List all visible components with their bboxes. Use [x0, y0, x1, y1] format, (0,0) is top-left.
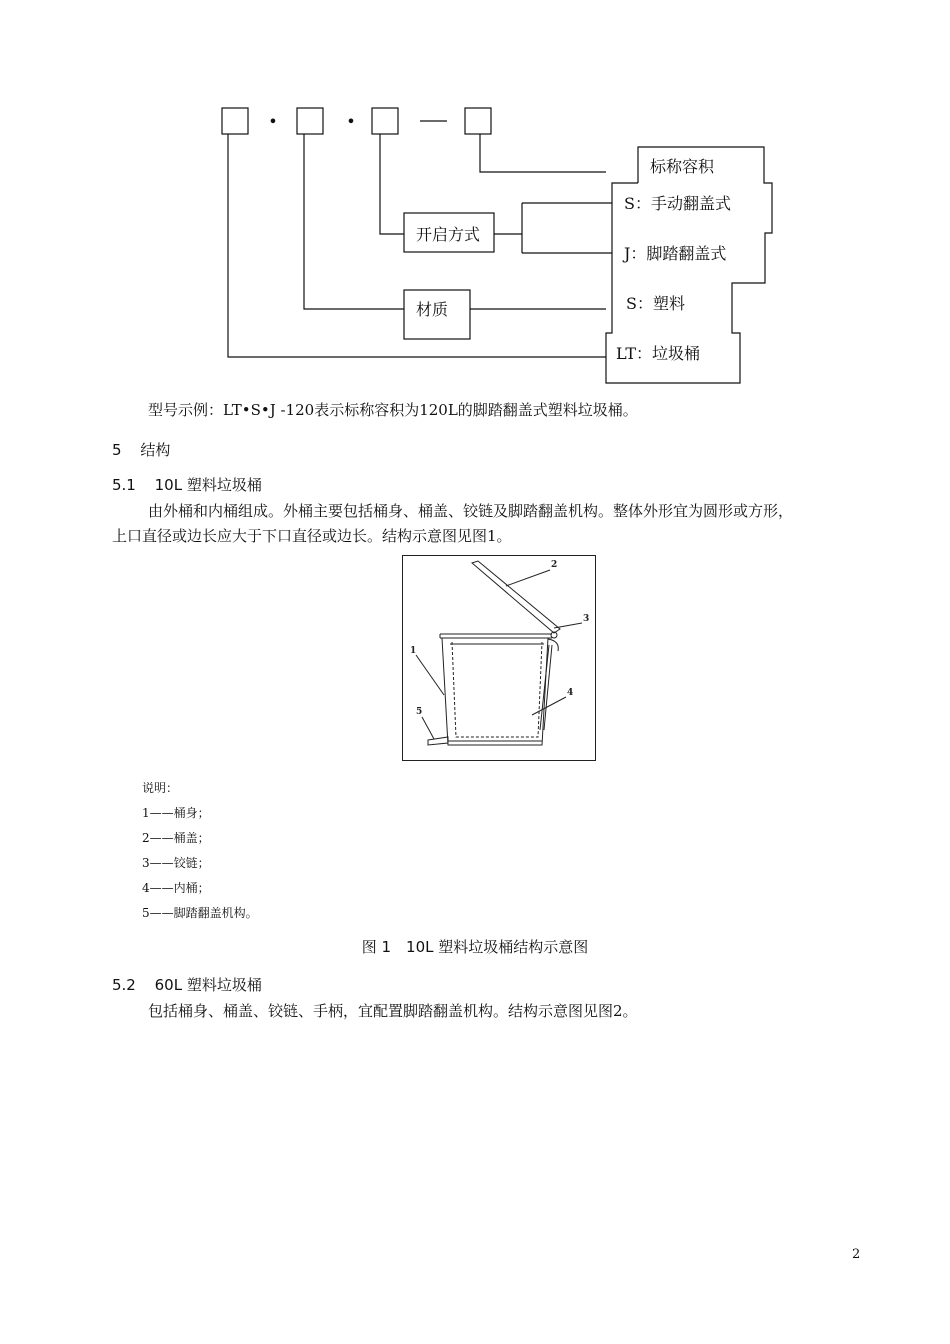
section-5-title: 结构	[140, 441, 171, 459]
page-number: 2	[852, 1247, 861, 1262]
figure-1-caption: 图 1 10L 塑料垃圾桶结构示意图	[361, 938, 589, 956]
model-designation-diagram	[0, 0, 950, 400]
callout-4: 4	[567, 688, 574, 698]
section-5-2-heading	[112, 974, 262, 995]
bin-lid	[472, 561, 560, 633]
section-5-1-para-line1: 由外桶和内桶组成。外桶主要包括桶身、桶盖、铰链及脚踏翻盖机构。整体外形宜为圆形或方形，	[148, 502, 794, 520]
separator-dot-1: •	[268, 112, 278, 131]
leader-opening	[380, 134, 404, 234]
legend-item: 3——铰链；	[142, 856, 210, 870]
label-material: 材质	[416, 300, 449, 319]
code-box-2	[297, 108, 323, 134]
section-5-1-heading	[112, 474, 262, 495]
separator-dot-2: •	[346, 112, 356, 131]
figure-1-bin-diagram	[402, 555, 596, 761]
label-plastic: S：塑料	[626, 294, 685, 313]
legend-title: 说明：	[142, 781, 179, 795]
inner-bin	[452, 642, 542, 737]
callout-2: 2	[551, 560, 558, 570]
callout-5: 5	[416, 707, 423, 717]
pedal	[428, 737, 448, 745]
section-5-number: 5	[112, 441, 122, 459]
section-5-2-title: 60L 塑料垃圾桶	[154, 976, 262, 994]
callout-3: 3	[583, 614, 590, 624]
label-capacity: 标称容积	[650, 157, 715, 176]
legend-item: 2——桶盖；	[142, 831, 210, 845]
leader-material	[304, 134, 404, 309]
section-5-2-para: 包括桶身、桶盖、铰链、手柄，宜配置脚踏翻盖机构。结构示意图见图2。	[148, 1002, 638, 1020]
code-box-1	[222, 108, 248, 134]
section-5-1-title: 10L 塑料垃圾桶	[154, 476, 262, 494]
code-box-4	[465, 108, 491, 134]
section-5-heading	[112, 439, 170, 460]
legend-item: 5——脚踏翻盖机构。	[142, 906, 258, 920]
code-box-3	[372, 108, 398, 134]
bin-body	[442, 638, 548, 745]
legend-item: 1——桶身；	[142, 806, 210, 820]
label-lt: LT：垃圾桶	[616, 344, 700, 363]
model-example: 型号示例：LT•S•J -120表示标称容积为120L的脚踏翻盖式塑料垃圾桶。	[148, 401, 638, 419]
label-manual: S：手动翻盖式	[624, 194, 731, 213]
section-5-1-number: 5.1	[112, 476, 136, 494]
legend-item: 4——内桶；	[142, 881, 210, 895]
callout-1: 1	[410, 646, 417, 656]
leader-capacity	[480, 134, 606, 172]
label-opening: 开启方式	[416, 225, 481, 244]
section-5-2-number: 5.2	[112, 976, 136, 994]
label-pedal: J：脚踏翻盖式	[624, 244, 727, 263]
leader-lt	[228, 134, 606, 357]
section-5-1-para-line2: 上口直径或边长应大于下口直径或边长。结构示意图见图1。	[112, 527, 512, 545]
